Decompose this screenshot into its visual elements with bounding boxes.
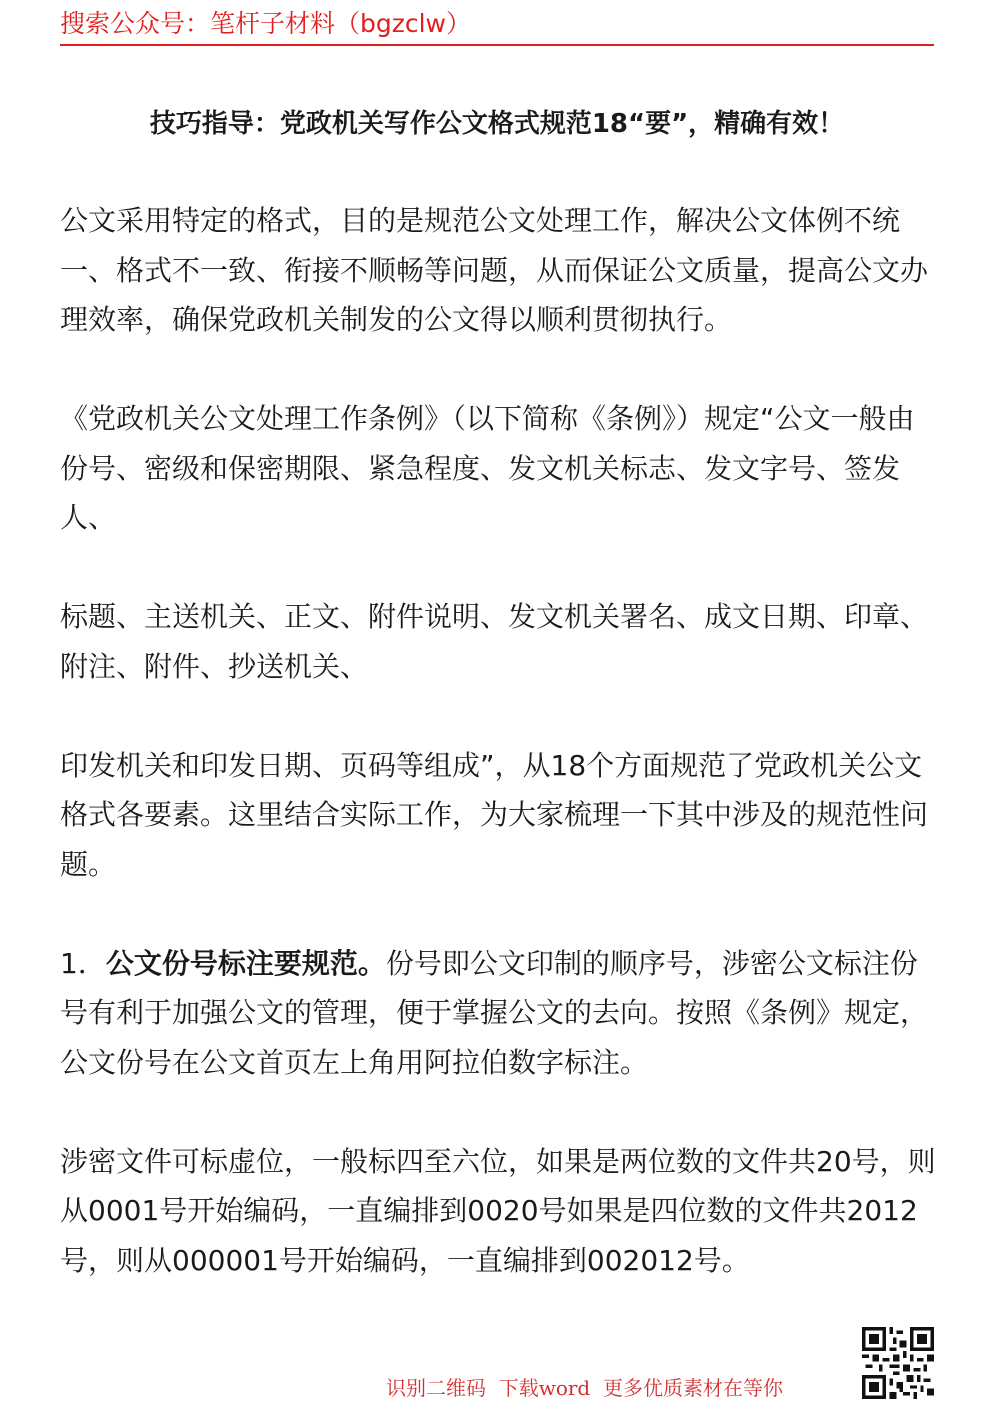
section-1-heading: 公文份号标注要规范。 — [105, 946, 386, 980]
footer-promo-text: 识别二维码 下载word 更多优质素材在等你 — [386, 1376, 783, 1400]
paragraph-4: 印发机关和印发日期、页码等组成”，从18个方面规范了党政机关公文格式各要素。这里结合实际工作，为大家梳理一下其中涉及的规范性问题。 — [60, 748, 929, 881]
paragraph-3: 标题、主送机关、正文、附件说明、发文机关署名、成文日期、印章、附注、附件、抄送机关、 — [60, 600, 929, 683]
paragraph-2: 《党政机关公文处理工作条例》（以下简称《条例》）规定“公文一般由份号、密级和保密期限、紧急程度、发文机关标志、发文字号、签发人、 — [60, 402, 915, 534]
section-1-paragraph — [60, 939, 940, 1088]
article-body — [60, 196, 940, 1285]
article-title: 技巧指导：党政机关写作公文格式规范18“要”，精确有效！ — [149, 109, 845, 139]
qr-code-icon[interactable] — [862, 1327, 934, 1399]
paragraph-last: 涉密文件可标虚位，一般标四至六位，如果是两位数的文件共20号，则从0001号开始编码，一直编排到0020号如果是四位数的文件共2012号，则从000001号开始编码，一直编排到002012号。 — [60, 1144, 936, 1277]
paragraph-1: 公文采用特定的格式，目的是规范公文处理工作，解决公文体例不统一、格式不一致、衔接不顺畅等问题，从而保证公文质量，提高公文办理效率，确保党政机关制发的公文得以顺利贯彻执行。 — [60, 204, 929, 336]
section-1-body: 份号即公文印制的顺序号，涉密公文标注份号有利于加强公文的管理，便于掌握公文的去向。按照《条例》规定，公文份号在公文首页左上角用阿拉伯数字标注。 — [60, 946, 929, 1079]
header-source-label: 搜索公众号：笔杆子材料（bgzclw） — [60, 9, 471, 38]
section-1-number: 1． — [60, 946, 106, 980]
header-divider — [60, 44, 934, 46]
